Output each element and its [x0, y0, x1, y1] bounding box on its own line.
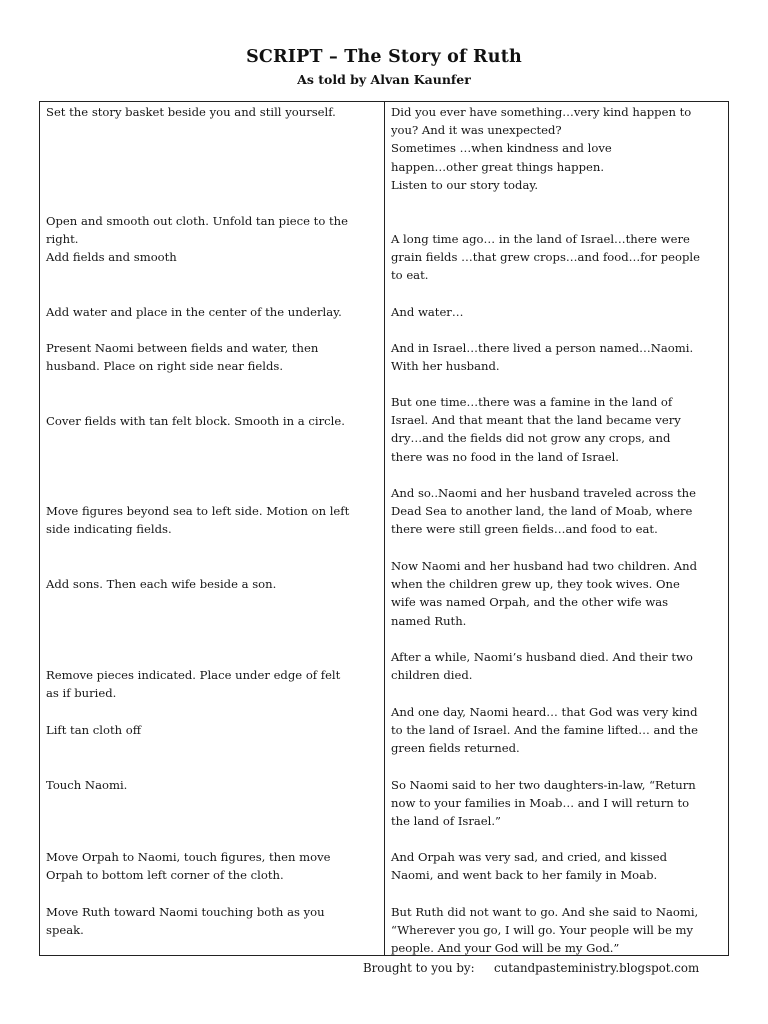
- direction-cell: Add water and place in the center of the underlay.: [46, 305, 342, 319]
- footer-source-link[interactable]: cutandpasteministry.blogspot.com: [494, 961, 700, 975]
- narration-cell: And so..Naomi and her husband traveled across the Dead Sea to another land, the land of Moab, where there were still green fields…and food to eat.: [391, 486, 696, 537]
- direction-cell: Touch Naomi.: [46, 778, 128, 792]
- direction-cell: Cover fields with tan felt block. Smooth in a circle.: [46, 414, 345, 428]
- direction-cell: Add sons. Then each wife beside a son.: [46, 577, 277, 591]
- narration-cell: But Ruth did not want to go. And she said to Naomi, “Wherever you go, I will go. Your people will be my people. And your God will be my God.”: [391, 905, 699, 956]
- direction-cell: Move Orpah to Naomi, touch figures, then move Orpah to bottom left corner of the cloth.: [46, 850, 331, 883]
- footer-label: Brought to you by:: [363, 961, 475, 975]
- narration-cell: And water…: [391, 305, 464, 319]
- narration-cell: And in Israel…there lived a person named…Naomi. With her husband.: [391, 341, 694, 374]
- direction-cell: Set the story basket beside you and still yourself.: [46, 105, 336, 119]
- narration-cell: After a while, Naomi’s husband died. And their two children died.: [391, 650, 693, 683]
- page-subtitle: As told by Alvan Kaunfer: [297, 72, 471, 87]
- direction-cell: Lift tan cloth off: [46, 723, 141, 737]
- narration-cell: Now Naomi and her husband had two children. And when the children grew up, they took wives. One wife was named Orpah, and the other wife was named Ruth.: [391, 559, 698, 628]
- narration-cell: A long time ago… in the land of Israel…there were grain fields …that grew crops…and food…for people to eat.: [391, 232, 700, 283]
- column-divider: [384, 102, 385, 955]
- direction-cell: Present Naomi between fields and water, then husband. Place on right side near fields.: [46, 341, 319, 374]
- direction-cell: Move Ruth toward Naomi touching both as you speak.: [46, 905, 325, 938]
- direction-cell: Open and smooth out cloth. Unfold tan piece to the right. Add fields and smooth: [46, 214, 348, 265]
- page-title: SCRIPT – The Story of Ruth: [246, 47, 522, 67]
- direction-cell: Move figures beyond sea to left side. Motion on left side indicating fields.: [46, 504, 350, 537]
- narration-cell: But one time…there was a famine in the land of Israel. And that meant that the land became very dry…and the fields did not grow any crops, and there was no food in the land of Israel.: [391, 395, 681, 464]
- narration-cell: And Orpah was very sad, and cried, and kissed Naomi, and went back to her family in Moab.: [391, 850, 668, 883]
- script-table: [39, 101, 729, 956]
- narration-cell: Did you ever have something…very kind happen to you? And it was unexpected? Sometimes …when kindness and love happen…other great things happen. Listen to our story today.: [391, 105, 692, 192]
- narration-cell: And one day, Naomi heard… that God was very kind to the land of Israel. And the famine lifted… and the green fields returned.: [391, 705, 699, 756]
- direction-cell: Remove pieces indicated. Place under edge of felt as if buried.: [46, 668, 341, 701]
- narration-cell: So Naomi said to her two daughters-in-law, “Return now to your families in Moab… and I will return to the land of Israel.”: [391, 778, 696, 829]
